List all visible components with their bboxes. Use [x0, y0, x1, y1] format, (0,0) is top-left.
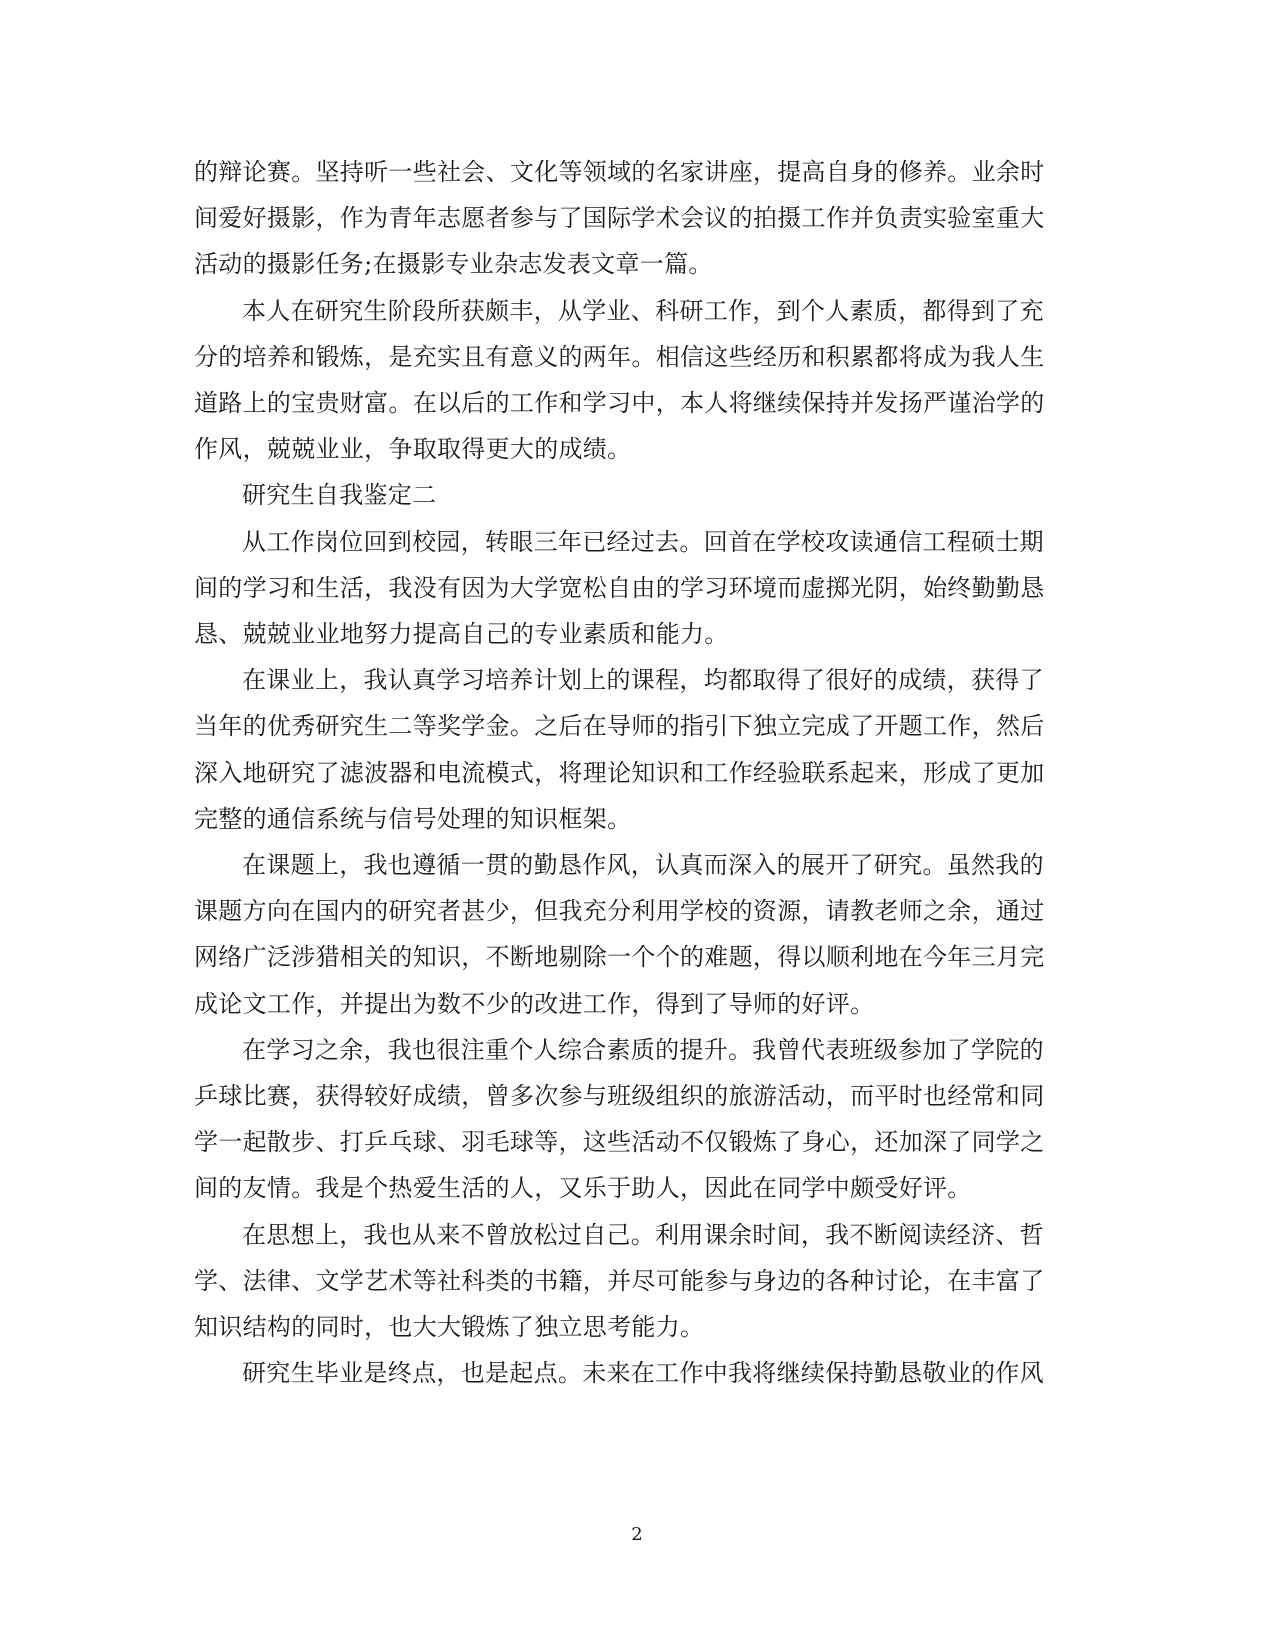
- section-heading: 研究生自我鉴定二: [242, 481, 437, 509]
- text-line: 恳、兢兢业业地努力提高自己的专业素质和能力。: [194, 620, 729, 648]
- text-line: 深入地研究了滤波器和电流模式，将理论知识和工作经验联系起来，形成了更加: [194, 759, 1045, 787]
- text-line: 作风，兢兢业业，争取取得更大的成绩。: [194, 435, 632, 463]
- text-line: 学一起散步、打乒乓球、羽毛球等，这些活动不仅锻炼了身心，还加深了同学之: [194, 1128, 1045, 1156]
- paragraph-first-line: 在思想上，我也从来不曾放松过自己。利用课余时间，我不断阅读经济、哲: [242, 1221, 1044, 1249]
- text-line: 分的培养和锻炼，是充实且有意义的两年。相信这些经历和积累都将成为我人生: [194, 343, 1045, 371]
- text-line: 课题方向在国内的研究者甚少，但我充分利用学校的资源，请教老师之余，通过: [194, 897, 1045, 925]
- text-line: 学、法律、文学艺术等社科类的书籍，并尽可能参与身边的各种讨论，在丰富了: [194, 1267, 1045, 1295]
- paragraph-first-line: 本人在研究生阶段所获颇丰，从学业、科研工作，到个人素质，都得到了充: [242, 297, 1044, 325]
- paragraph-first-line: 在学习之余，我也很注重个人综合素质的提升。我曾代表班级参加了学院的: [242, 1036, 1044, 1064]
- page-number: 2: [631, 1524, 643, 1545]
- text-line: 网络广泛涉猎相关的知识，不断地剔除一个个的难题，得以顺利地在今年三月完: [194, 943, 1045, 971]
- text-line: 完整的通信系统与信号处理的知识框架。: [194, 805, 632, 833]
- paragraph-first-line: 在课题上，我也遵循一贯的勤恳作风，认真而深入的展开了研究。虽然我的: [242, 851, 1044, 879]
- paragraph-first-line: 在课业上，我认真学习培养计划上的课程，均都取得了很好的成绩，获得了: [242, 666, 1044, 694]
- text-line: 间的学习和生活，我没有因为大学宽松自由的学习环境而虚掷光阴，始终勤勤恳: [194, 574, 1045, 602]
- text-line: 道路上的宝贵财富。在以后的工作和学习中，本人将继续保持并发扬严谨治学的: [194, 389, 1045, 417]
- text-line: 的辩论赛。坚持听一些社会、文化等领域的名家讲座，提高自身的修养。业余时: [194, 158, 1045, 186]
- text-line: 乒球比赛，获得较好成绩，曾多次参与班级组织的旅游活动，而平时也经常和同: [194, 1082, 1045, 1110]
- text-line: 活动的摄影任务;在摄影专业杂志发表文章一篇。: [194, 250, 713, 278]
- paragraph-first-line: 从工作岗位回到校园，转眼三年已经过去。回首在学校攻读通信工程硕士期: [242, 528, 1044, 556]
- text-line: 知识结构的同时，也大大锻炼了独立思考能力。: [194, 1313, 705, 1341]
- text-line: 间的友情。我是个热爱生活的人，又乐于助人，因此在同学中颇受好评。: [194, 1174, 972, 1202]
- text-line: 当年的优秀研究生二等奖学金。之后在导师的指引下独立完成了开题工作，然后: [194, 712, 1045, 740]
- paragraph-first-line: 研究生毕业是终点，也是起点。未来在工作中我将继续保持勤恳敬业的作风: [242, 1359, 1044, 1387]
- text-line: 间爱好摄影，作为青年志愿者参与了国际学术会议的拍摄工作并负责实验室重大: [194, 204, 1045, 232]
- text-line: 成论文工作，并提出为数不少的改进工作，得到了导师的好评。: [194, 990, 875, 1018]
